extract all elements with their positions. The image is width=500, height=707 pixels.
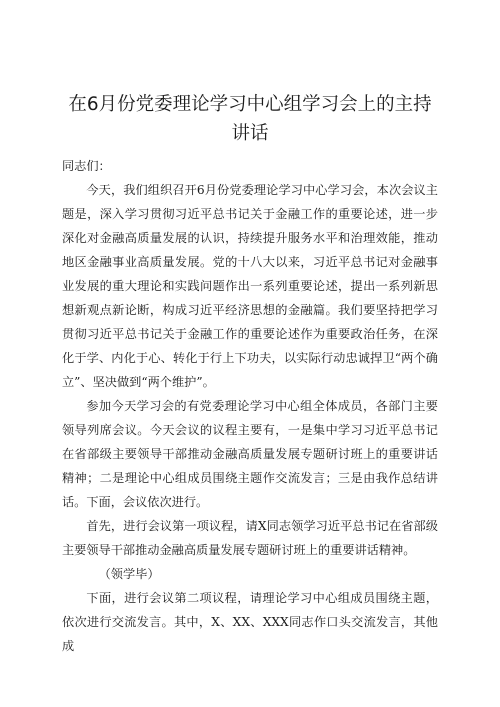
paragraph-opening: 今天，我们组织召开6月份党委理论学习中心学习会，本次会议主题是，深入学习贯彻习近平总书记关于金融工作的重要论述，进一步深化对金融高质量发展的认识，持续提升服务水平和治理效能，推动地区金融事业高质量发展。党的十八大以来，习近平总书记对金融事业发展的重大理论和实践问题作出一系列重要论述，提出一系列新思想新观点新论断，构成习近平经济思想的金融篇。我们要坚持把学习贯彻习近平总书记关于金融工作的重要论述作为重要政治任务，在深化于学、内化于心、转化于行上下功夫，以实际行动忠诚捍卫“两个确立”、坚决做到“两个维护”。 [62,183,438,389]
note-reading-finished: （领学毕） [98,567,160,581]
paragraph-first-agenda: 首先，进行会议第一项议程，请X同志领学习近平总书记在省部级主要领导干部推动金融高质量发展专题研讨班上的重要讲话精神。 [62,519,438,557]
paragraph-second-agenda: 下面，进行会议第二项议程，请理论学习中心组成员围绕主题，依次进行交流发言。其中，X、XX、XXX同志作口头交流发言，其他成 [62,591,438,653]
document-title: 在6月份党委理论学习中心组学习会上的主持讲话 [68,94,432,144]
salutation: 同志们： [62,159,111,173]
paragraph-attendees-agenda: 参加今天学习会的有党委理论学习中心组全体成员，各部门主要领导列席会议。今天会议的议程主要有，一是集中学习习近平总书记在省部级主要领导干部推动金融高质量发展专题研讨班上的重要讲话精神；二是理论中心组成员围绕主题作交流发言；三是由我作总结讲话。下面，会议依次进行。 [62,399,438,509]
